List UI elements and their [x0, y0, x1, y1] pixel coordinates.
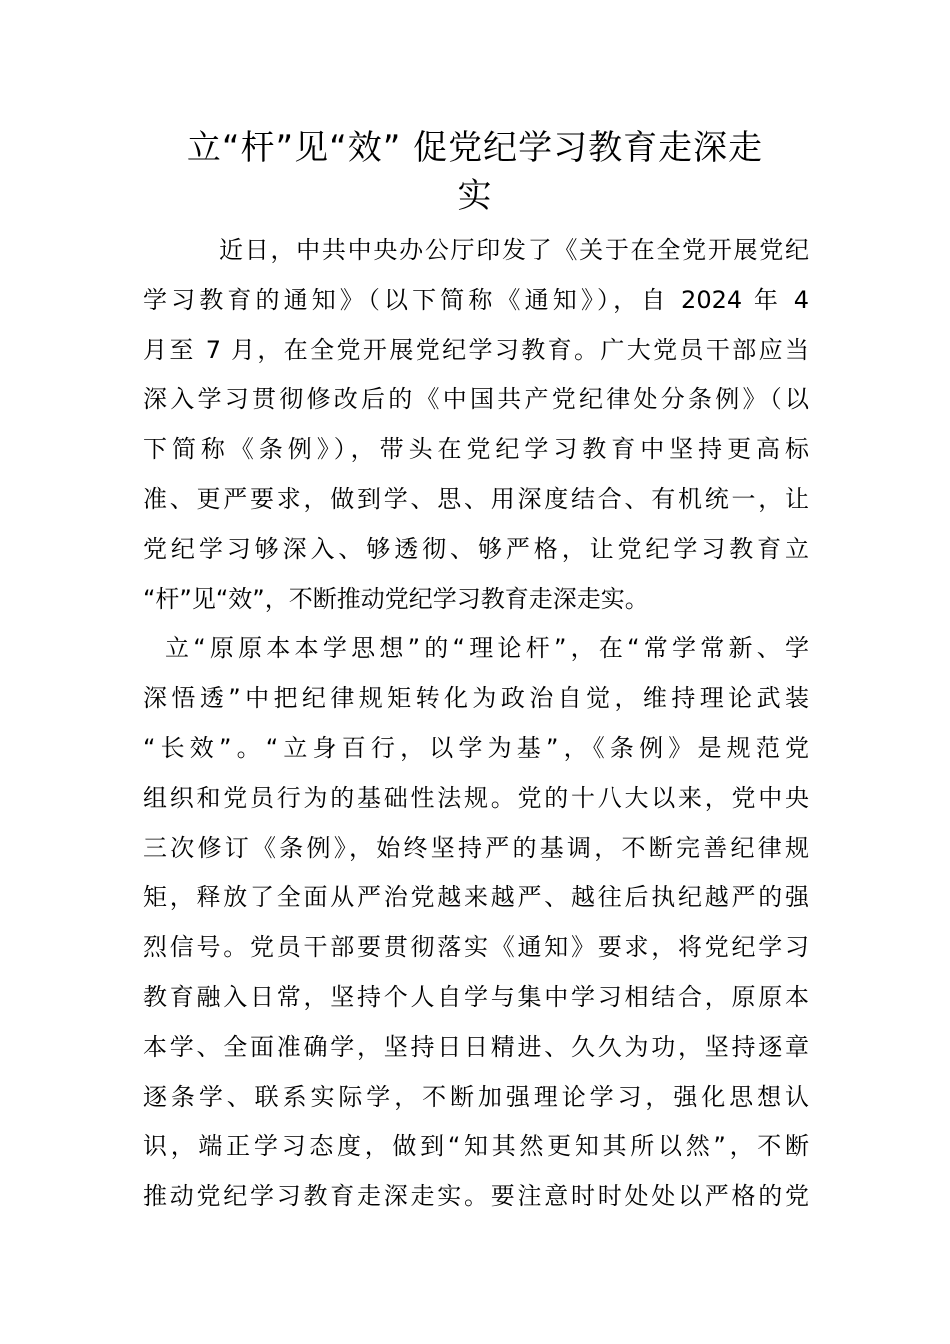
document-body — [143, 226, 809, 1222]
title-line-1: 立“杆”见“效” 促党纪学习教育走深走 — [186, 128, 764, 168]
paragraph-2-line: 本学、全面准确学，坚持日日精进、久久为功，坚持逐章 — [143, 1032, 809, 1061]
paragraph-1-line: “杆”见“效”，不断推动党纪学习教育走深走实。 — [143, 584, 649, 613]
paragraph-2-line: “长效”。“立身百行，以学为基”，《条例》是规范党 — [143, 733, 809, 762]
paragraph-2-line: 烈信号。党员干部要贯彻落实《通知》要求，将党纪学习 — [143, 933, 809, 962]
paragraph-2-line: 三次修订《条例》，始终坚持严的基调，不断完善纪律规 — [143, 833, 809, 862]
paragraph-2-line: 逐条学、联系实际学，不断加强理论学习，强化思想认 — [143, 1082, 809, 1111]
paragraph-2-line: 立“原原本本学思想”的“理论杆”，在“常学常新、学 — [165, 634, 809, 663]
paragraph-1-line: 近日，中共中央办公厅印发了《关于在全党开展党纪 — [219, 236, 809, 264]
paragraph-2-line: 推动党纪学习教育走深走实。要注意时时处处以严格的党 — [143, 1182, 809, 1211]
paragraph-1-line: 下简称《条例》），带头在党纪学习教育中坚持更高标 — [143, 435, 809, 464]
paragraph-2-line: 教育融入日常，坚持个人自学与集中学习相结合，原原本 — [143, 982, 809, 1011]
paragraph-1-line: 月至 7 月，在全党开展党纪学习教育。广大党员干部应当 — [143, 335, 809, 364]
paragraph-1-line: 深入学习贯彻修改后的《中国共产党纪律处分条例》（以 — [143, 385, 809, 414]
paragraph-1-line: 学习教育的通知》（以下简称《通知》），自 2024 年 4 — [143, 285, 809, 314]
paragraph-2-line: 识，端正学习态度，做到“知其然更知其所以然”，不断 — [143, 1132, 809, 1161]
paragraph-2-line: 组织和党员行为的基础性法规。党的十八大以来，党中央 — [143, 783, 809, 812]
paragraph-1-line: 准、更严要求，做到学、思、用深度结合、有机统一，让 — [143, 484, 809, 513]
paragraph-2-line: 矩，释放了全面从严治党越来越严、越往后执纪越严的强 — [143, 883, 809, 912]
paragraph-2-line: 深悟透”中把纪律规矩转化为政治自觉，维持理论武装 — [143, 684, 809, 713]
title-line-2: 实 — [457, 176, 493, 216]
document-title — [140, 124, 810, 220]
paragraph-1-line: 党纪学习够深入、够透彻、够严格，让党纪学习教育立 — [143, 534, 809, 563]
